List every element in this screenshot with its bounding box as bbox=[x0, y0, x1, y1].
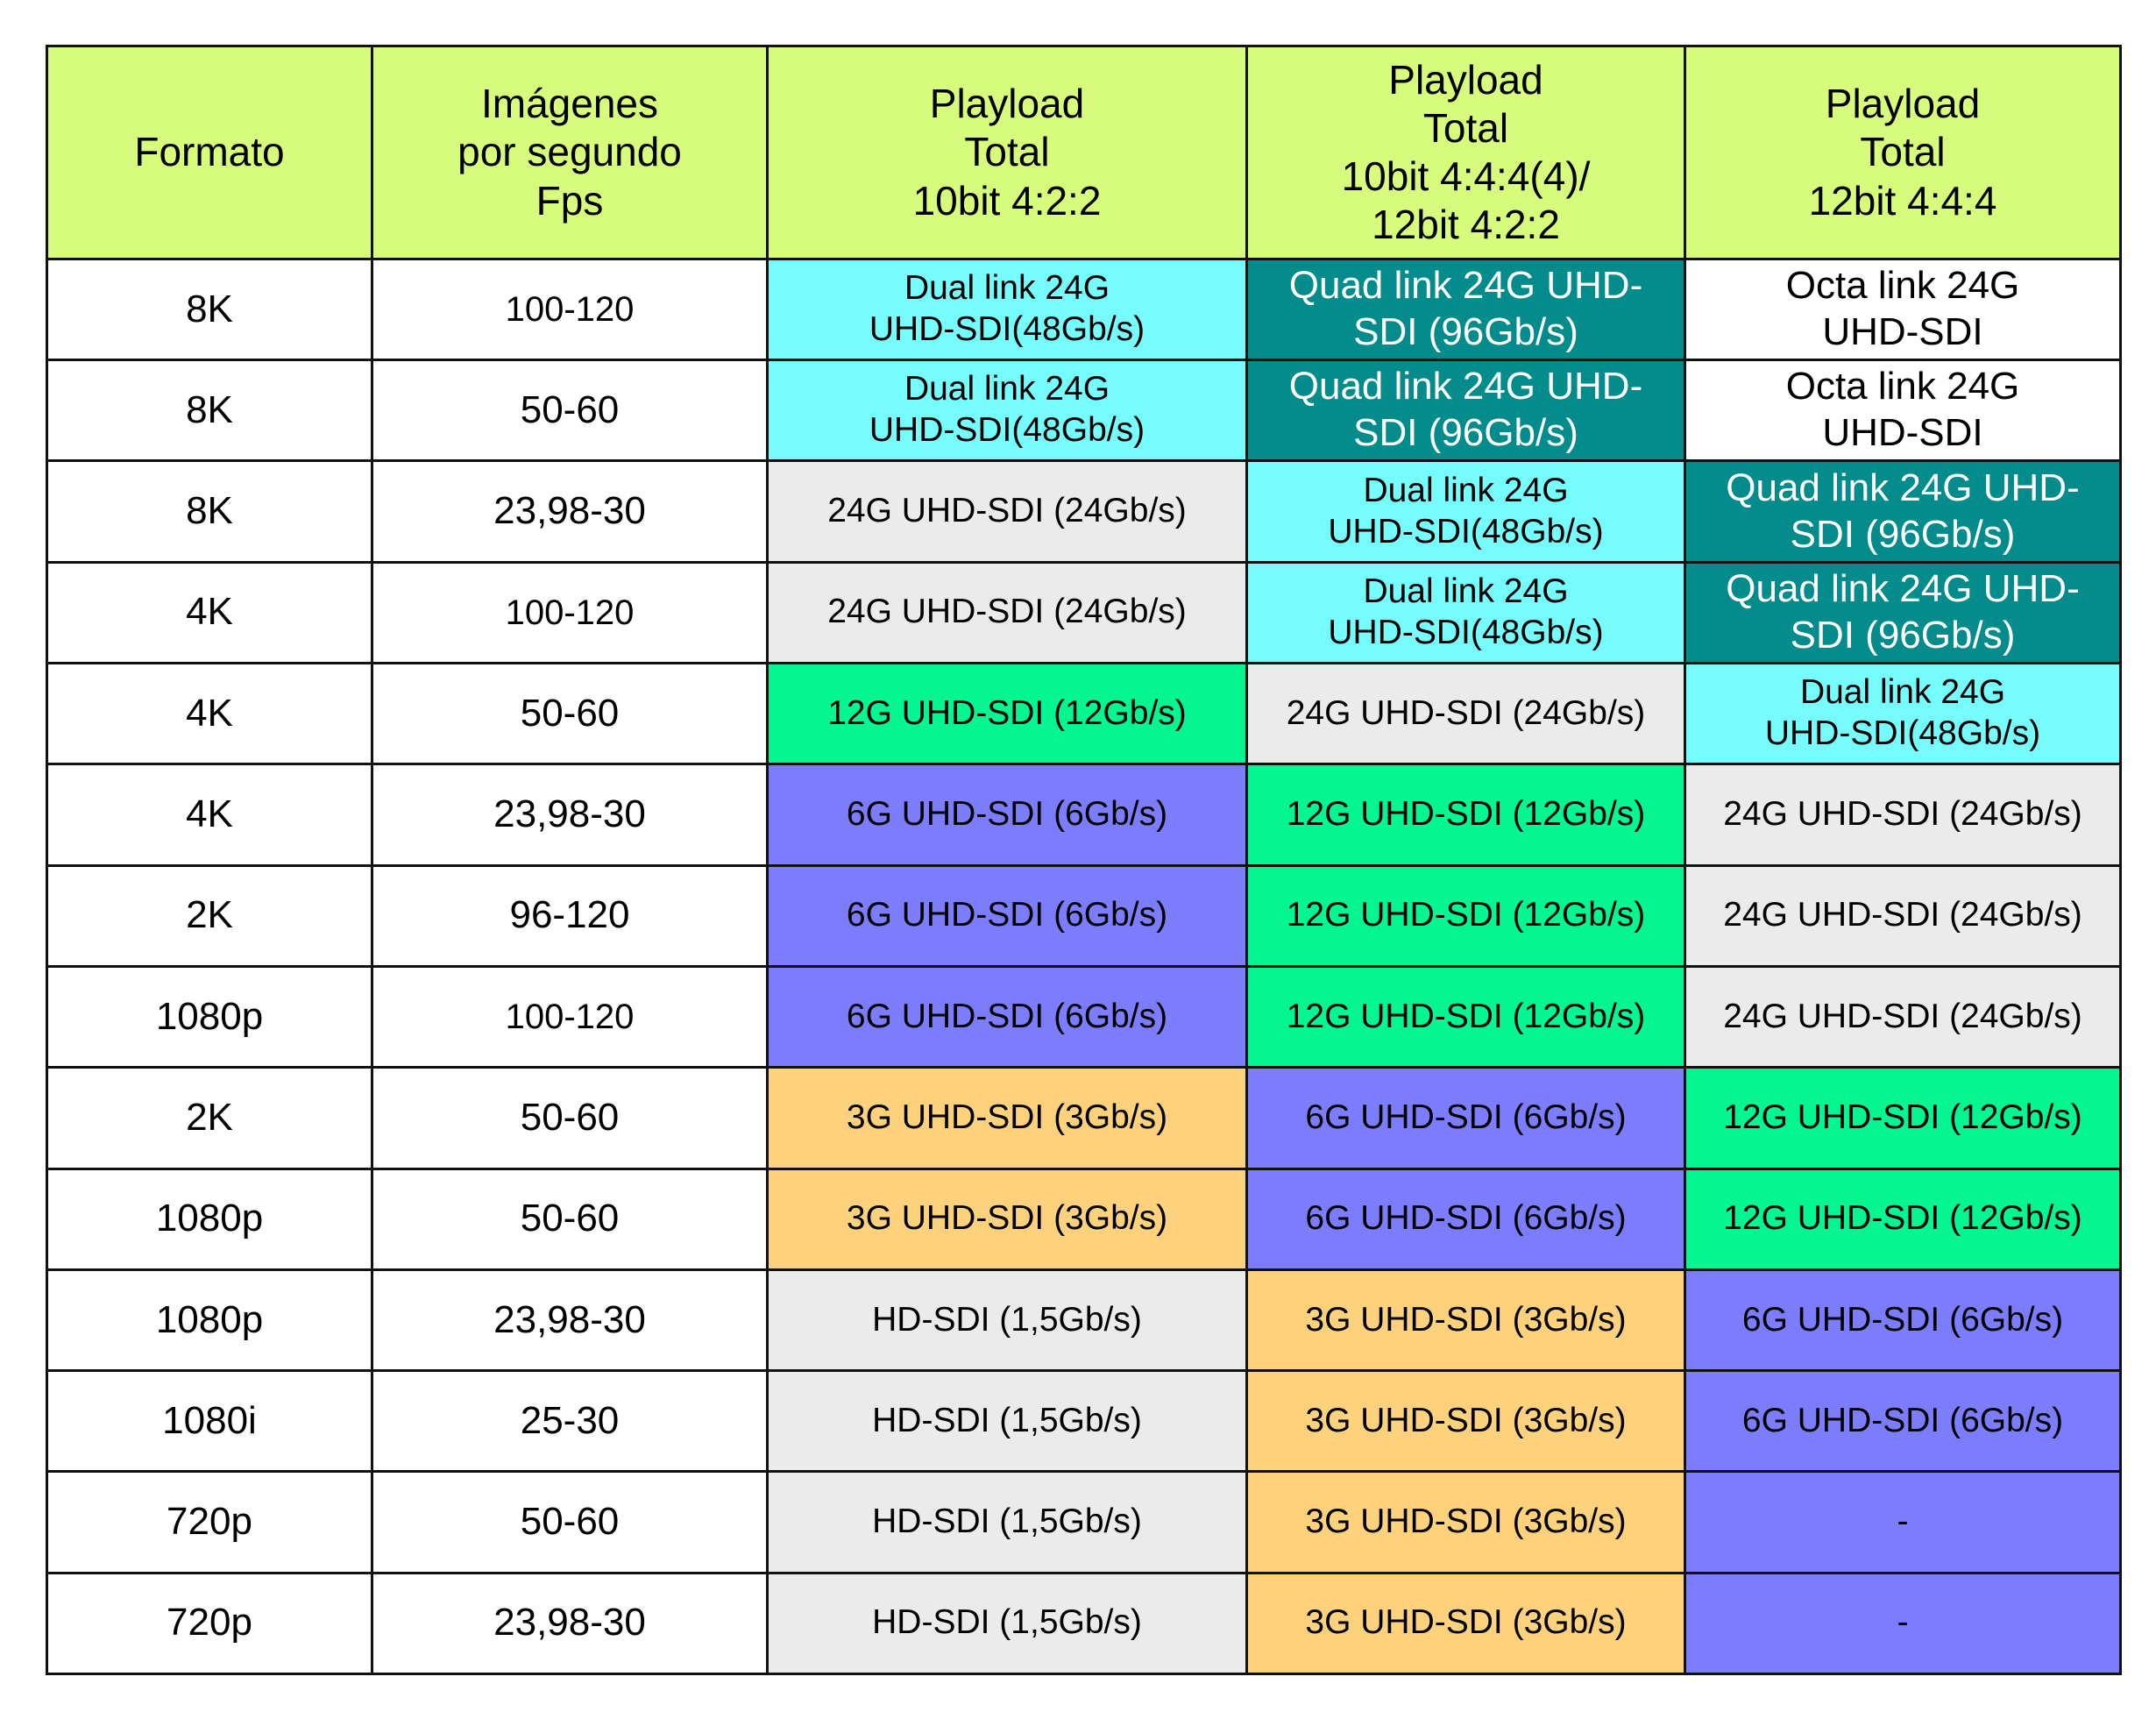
cell-label: Dual link 24G UHD-SDI(48Gb/s) bbox=[869, 269, 1145, 348]
cell-payload-10bit-422 bbox=[768, 1371, 1247, 1472]
cell-fps: 23,98-30 bbox=[372, 1573, 768, 1673]
cell-formato: 4K bbox=[47, 664, 372, 764]
cell-payload-10bit-4444-12bit-422 bbox=[1247, 865, 1685, 966]
cell-formato: 1080p bbox=[47, 1169, 372, 1269]
table-row bbox=[47, 1269, 2121, 1370]
sdi-format-table bbox=[46, 45, 2122, 1675]
cell-payload-10bit-422 bbox=[768, 461, 1247, 562]
table-row bbox=[47, 764, 2121, 865]
table-body bbox=[47, 46, 2121, 1674]
table-row bbox=[47, 1169, 2121, 1269]
table-row bbox=[47, 1573, 2121, 1673]
cell-label: 12G UHD-SDI (12Gb/s) bbox=[1286, 896, 1646, 934]
cell-payload-12bit-444 bbox=[1685, 1371, 2121, 1472]
cell-payload-10bit-4444-12bit-422 bbox=[1247, 1573, 1685, 1673]
cell-payload-12bit-444 bbox=[1685, 966, 2121, 1067]
table-row bbox=[47, 966, 2121, 1067]
cell-formato: 4K bbox=[47, 562, 372, 663]
cell-label: - bbox=[1897, 1603, 1909, 1642]
cell-payload-10bit-4444-12bit-422 bbox=[1247, 1269, 1685, 1370]
header-fps: Imágenes por segundo Fps bbox=[372, 46, 768, 259]
cell-label: Octa link 24G UHD-SDI bbox=[1785, 264, 2020, 353]
cell-label: 6G UHD-SDI (6Gb/s) bbox=[1305, 1199, 1627, 1238]
cell-label: 3G UHD-SDI (3Gb/s) bbox=[1305, 1401, 1627, 1439]
cell-label: 6G UHD-SDI (6Gb/s) bbox=[846, 896, 1168, 934]
cell-label: - bbox=[1897, 1502, 1909, 1541]
cell-payload-10bit-4444-12bit-422 bbox=[1247, 966, 1685, 1067]
cell-fps: 50-60 bbox=[372, 1472, 768, 1573]
cell-payload-12bit-444 bbox=[1685, 1472, 2121, 1573]
cell-fps: 25-30 bbox=[372, 1371, 768, 1472]
cell-payload-12bit-444 bbox=[1685, 1573, 2121, 1673]
table-row bbox=[47, 664, 2121, 764]
cell-label: 24G UHD-SDI (24Gb/s) bbox=[1723, 896, 2082, 934]
cell-label: 12G UHD-SDI (12Gb/s) bbox=[1723, 1199, 2082, 1238]
cell-payload-10bit-422 bbox=[768, 1573, 1247, 1673]
cell-formato: 4K bbox=[47, 764, 372, 865]
cell-label: 6G UHD-SDI (6Gb/s) bbox=[846, 997, 1168, 1035]
cell-payload-10bit-422 bbox=[768, 1472, 1247, 1573]
cell-label: 12G UHD-SDI (12Gb/s) bbox=[1723, 1098, 2082, 1136]
cell-payload-10bit-4444-12bit-422 bbox=[1247, 664, 1685, 764]
cell-fps: 100-120 bbox=[372, 966, 768, 1067]
header-formato: Formato bbox=[47, 46, 372, 259]
cell-payload-12bit-444 bbox=[1685, 259, 2121, 359]
cell-label: 3G UHD-SDI (3Gb/s) bbox=[1305, 1502, 1627, 1541]
cell-fps: 50-60 bbox=[372, 664, 768, 764]
cell-label: HD-SDI (1,5Gb/s) bbox=[872, 1603, 1142, 1642]
cell-payload-12bit-444 bbox=[1685, 562, 2121, 663]
cell-payload-12bit-444 bbox=[1685, 1269, 2121, 1370]
cell-label: 6G UHD-SDI (6Gb/s) bbox=[1741, 1300, 2064, 1339]
cell-formato: 2K bbox=[47, 865, 372, 966]
header-row bbox=[47, 46, 2121, 259]
cell-formato: 1080p bbox=[47, 966, 372, 1067]
cell-fps: 50-60 bbox=[372, 360, 768, 461]
cell-fps: 50-60 bbox=[372, 1169, 768, 1269]
cell-formato: 720p bbox=[47, 1573, 372, 1673]
cell-label: 6G UHD-SDI (6Gb/s) bbox=[1741, 1401, 2064, 1439]
cell-payload-10bit-422 bbox=[768, 259, 1247, 359]
table-row bbox=[47, 865, 2121, 966]
cell-fps: 23,98-30 bbox=[372, 461, 768, 562]
cell-payload-12bit-444 bbox=[1685, 865, 2121, 966]
cell-payload-12bit-444 bbox=[1685, 664, 2121, 764]
cell-label: 12G UHD-SDI (12Gb/s) bbox=[1286, 997, 1646, 1035]
cell-label: 24G UHD-SDI (24Gb/s) bbox=[827, 593, 1187, 631]
cell-payload-10bit-4444-12bit-422 bbox=[1247, 360, 1685, 461]
cell-label: 24G UHD-SDI (24Gb/s) bbox=[1286, 693, 1646, 732]
cell-payload-10bit-422 bbox=[768, 1068, 1247, 1169]
cell-label: Quad link 24G UHD- SDI (96Gb/s) bbox=[1726, 567, 2080, 657]
cell-payload-10bit-422 bbox=[768, 966, 1247, 1067]
cell-formato: 1080i bbox=[47, 1371, 372, 1472]
cell-label: Quad link 24G UHD- SDI (96Gb/s) bbox=[1726, 465, 2080, 556]
cell-fps: 23,98-30 bbox=[372, 1269, 768, 1370]
header-payload-10bit-422: Playload Total 10bit 4:2:2 bbox=[768, 46, 1247, 259]
table-row bbox=[47, 1068, 2121, 1169]
cell-payload-10bit-422 bbox=[768, 865, 1247, 966]
cell-label: Dual link 24G UHD-SDI(48Gb/s) bbox=[1764, 673, 2041, 753]
cell-label: 3G UHD-SDI (3Gb/s) bbox=[1305, 1300, 1627, 1339]
cell-label: 24G UHD-SDI (24Gb/s) bbox=[1723, 795, 2082, 834]
cell-label: 3G UHD-SDI (3Gb/s) bbox=[846, 1199, 1168, 1238]
cell-payload-12bit-444 bbox=[1685, 360, 2121, 461]
cell-payload-10bit-422 bbox=[768, 764, 1247, 865]
cell-formato: 8K bbox=[47, 259, 372, 359]
cell-formato: 1080p bbox=[47, 1269, 372, 1370]
cell-label: 24G UHD-SDI (24Gb/s) bbox=[1723, 997, 2082, 1035]
cell-payload-10bit-4444-12bit-422 bbox=[1247, 1068, 1685, 1169]
cell-label: 3G UHD-SDI (3Gb/s) bbox=[1305, 1603, 1627, 1642]
cell-label: 12G UHD-SDI (12Gb/s) bbox=[827, 693, 1187, 732]
cell-label: 24G UHD-SDI (24Gb/s) bbox=[827, 492, 1187, 530]
cell-fps: 100-120 bbox=[372, 259, 768, 359]
table-row bbox=[47, 1472, 2121, 1573]
cell-label: 6G UHD-SDI (6Gb/s) bbox=[1305, 1098, 1627, 1136]
cell-payload-10bit-4444-12bit-422 bbox=[1247, 1371, 1685, 1472]
cell-label: Quad link 24G UHD- SDI (96Gb/s) bbox=[1288, 365, 1643, 455]
header-payload-10bit-4444-12bit-422: Playload Total 10bit 4:4:4(4)/ 12bit 4:2:2 bbox=[1247, 46, 1685, 259]
cell-label: 3G UHD-SDI (3Gb/s) bbox=[846, 1098, 1168, 1136]
cell-label: Quad link 24G UHD- SDI (96Gb/s) bbox=[1288, 264, 1643, 353]
cell-formato: 2K bbox=[47, 1068, 372, 1169]
cell-payload-12bit-444 bbox=[1685, 764, 2121, 865]
cell-payload-10bit-4444-12bit-422 bbox=[1247, 562, 1685, 663]
cell-label: HD-SDI (1,5Gb/s) bbox=[872, 1502, 1142, 1541]
cell-fps: 50-60 bbox=[372, 1068, 768, 1169]
table-row bbox=[47, 562, 2121, 663]
cell-payload-12bit-444 bbox=[1685, 461, 2121, 562]
table-row bbox=[47, 360, 2121, 461]
cell-payload-10bit-4444-12bit-422 bbox=[1247, 1169, 1685, 1269]
cell-payload-10bit-4444-12bit-422 bbox=[1247, 259, 1685, 359]
cell-payload-10bit-422 bbox=[768, 1169, 1247, 1269]
cell-label: HD-SDI (1,5Gb/s) bbox=[872, 1401, 1142, 1439]
cell-label: 12G UHD-SDI (12Gb/s) bbox=[1286, 795, 1646, 834]
cell-payload-10bit-422 bbox=[768, 664, 1247, 764]
cell-payload-10bit-422 bbox=[768, 360, 1247, 461]
cell-payload-10bit-4444-12bit-422 bbox=[1247, 461, 1685, 562]
cell-label: 6G UHD-SDI (6Gb/s) bbox=[846, 795, 1168, 834]
cell-label: Dual link 24G UHD-SDI(48Gb/s) bbox=[869, 370, 1145, 450]
cell-payload-10bit-4444-12bit-422 bbox=[1247, 764, 1685, 865]
header-payload-12bit-444: Playload Total 12bit 4:4:4 bbox=[1685, 46, 2121, 259]
cell-payload-12bit-444 bbox=[1685, 1169, 2121, 1269]
cell-fps: 23,98-30 bbox=[372, 764, 768, 865]
table-row bbox=[47, 259, 2121, 359]
cell-formato: 8K bbox=[47, 461, 372, 562]
table-row bbox=[47, 461, 2121, 562]
cell-formato: 8K bbox=[47, 360, 372, 461]
cell-payload-10bit-422 bbox=[768, 1269, 1247, 1370]
cell-label: Octa link 24G UHD-SDI bbox=[1785, 365, 2020, 455]
cell-label: HD-SDI (1,5Gb/s) bbox=[872, 1300, 1142, 1339]
cell-payload-10bit-4444-12bit-422 bbox=[1247, 1472, 1685, 1573]
table-row bbox=[47, 1371, 2121, 1472]
cell-label: Dual link 24G UHD-SDI(48Gb/s) bbox=[1328, 471, 1604, 551]
cell-payload-10bit-422 bbox=[768, 562, 1247, 663]
cell-payload-12bit-444 bbox=[1685, 1068, 2121, 1169]
cell-formato: 720p bbox=[47, 1472, 372, 1573]
cell-fps: 96-120 bbox=[372, 865, 768, 966]
cell-label: Dual link 24G UHD-SDI(48Gb/s) bbox=[1328, 572, 1604, 651]
cell-fps: 100-120 bbox=[372, 562, 768, 663]
